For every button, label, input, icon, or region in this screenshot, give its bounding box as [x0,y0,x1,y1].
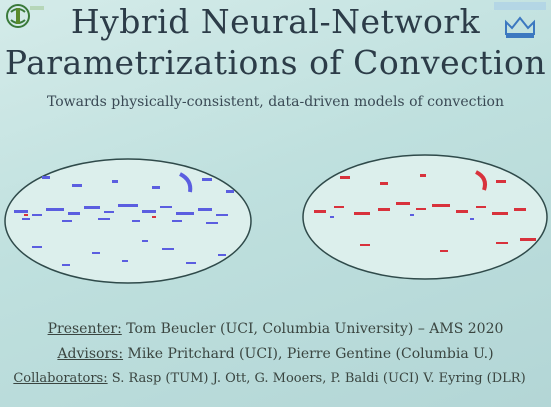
slide-subtitle: Towards physically-consistent, data-driven models of convection [46,94,505,110]
slide-title-line1: Hybrid Neural-Network [70,2,481,41]
advisors-label: Advisors: [57,346,124,362]
map-right-red [300,152,550,282]
advisors-text: Mike Pritchard (UCI), Pierre Gentine (Columbia U.) [123,346,494,362]
slide-title-line2: Parametrizations of Convection [4,43,547,82]
presenter-line [0,321,551,337]
collaborators-line [0,371,545,386]
presenter-text: Tom Beucler (UCI, Columbia University) – AMS 2020 [121,321,504,337]
map-left-blue [2,156,254,286]
presenter-label: Presenter: [47,321,122,337]
collaborators-text: S. Rasp (TUM) J. Ott, G. Mooers, P. Baldi (UCI) V. Eyring (DLR) [107,371,526,386]
collaborators-label: Collaborators: [13,371,108,386]
advisors-line [0,346,551,362]
